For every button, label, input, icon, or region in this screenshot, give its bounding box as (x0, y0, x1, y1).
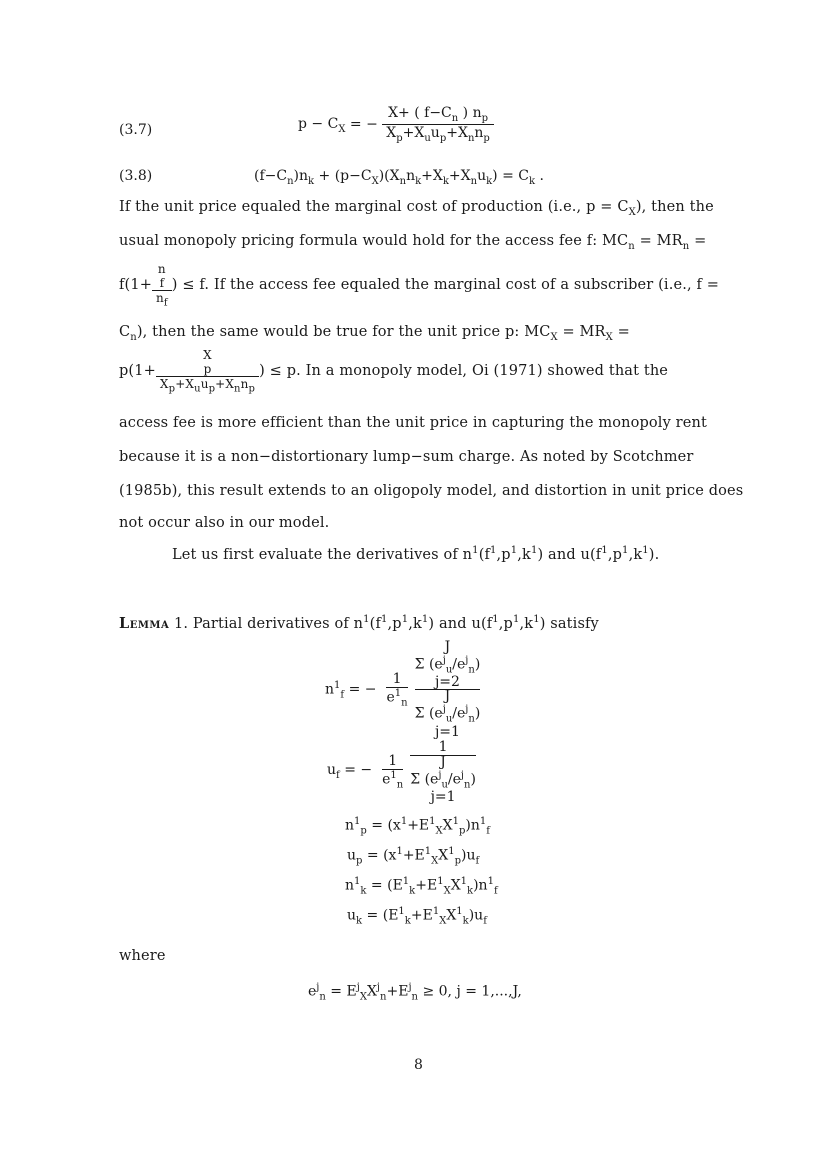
para1-line4: $C_n$), then the same would be true for the unit price p: $MC_X = MR_X$ = (119, 324, 630, 343)
eq37-fraction: $\frac{X+ ( f-C_n ) n_p}{X_p+X_uu_p+X_nn_p}$ (382, 105, 494, 144)
para1-line9: not occur also in our model. (119, 515, 330, 531)
formula-up: $u_p = (x^1+E^1_XX^1_p)u_f$ (347, 846, 480, 867)
formula-nk: $n^1_k = (E^1_k+E^1_XX^1_k)n^1_f$ (345, 876, 498, 897)
equation-3-7-label: (3.7) (119, 122, 153, 138)
formula-np: $n^1_p = (x^1+E^1_XX^1_p)n^1_f$ (345, 816, 490, 837)
eq37-eq: = − (349, 116, 378, 133)
para1-line7: because it is a non−distortionary lump−sum charge. As noted by Scotchmer (119, 449, 694, 465)
para1-line1: If the unit price equaled the marginal cost of production (i.e., $p = C_X$), then the (119, 199, 714, 218)
where-text: where (119, 948, 166, 964)
formula-uk: $u_k = (E^1_k+E^1_XX^1_k)u_f$ (347, 906, 487, 927)
formula-nf: $n^1_f$ = − 1 $e^1_n$ J Σ $(e^j_u/e^j_n)$ j=2 J Σ $(e^j_u/e^j_n)$ j=1 (325, 639, 481, 740)
fraction-nf: n f $n_f$ (152, 262, 172, 308)
para1-line8: (1985b), this result extends to an oligopoly model, and distortion in unit price does (119, 483, 744, 499)
page-number: 8 (414, 1057, 423, 1073)
fraction-xp: X p $X_p+X_uu_p+X_nn_p$ (156, 348, 259, 394)
para1-line2: usual monopoly pricing formula would hold for the access fee f: $MC_n = MR_n$ = (119, 233, 707, 252)
lemma-1: Lemma 1. Partial derivatives of $n^1(f^1,p^1,k^1)$ and $u(f^1,p^1,k^1)$ satisfy (119, 614, 599, 632)
eq37-lhs: $p - C_X$ (298, 116, 346, 136)
para1-line6: access fee is more efficient than the unit price in capturing the monopoly rent (119, 415, 707, 431)
equation-3-7 (298, 105, 494, 144)
equation-3-8: $(f-C_n)n_k + (p-C_X)(X_nn_k+X_k+X_nu_k) = C_k$ . (254, 168, 544, 187)
para2: Let us first evaluate the derivatives of $n^1(f^1,p^1,k^1)$ and $u(f^1,p^1,k^1)$. (172, 545, 660, 563)
para1-line3: f(1+ n f $n_f$ ) ≤ f. If the access fee equaled the marginal cost of a subscriber (i.e., f = (119, 262, 720, 309)
formula-uf: $u_f$ = − 1 $e^1_n$ 1 J Σ $(e^j_u/e^j_n)$ j=1 (327, 739, 476, 806)
lemma-title: Lemma (119, 614, 170, 632)
equation-3-8-label: (3.8) (119, 168, 153, 184)
formula-enj: $e^j_n = E^j_XX^j_n+E^j_n \ge 0$, j = 1,...,J, (308, 982, 522, 1003)
para1-line5: p(1+ X p $X_p+X_uu_p+X_nn_p$ ) ≤ p. In a monopoly model, Oi (1971) showed that the (119, 348, 669, 395)
